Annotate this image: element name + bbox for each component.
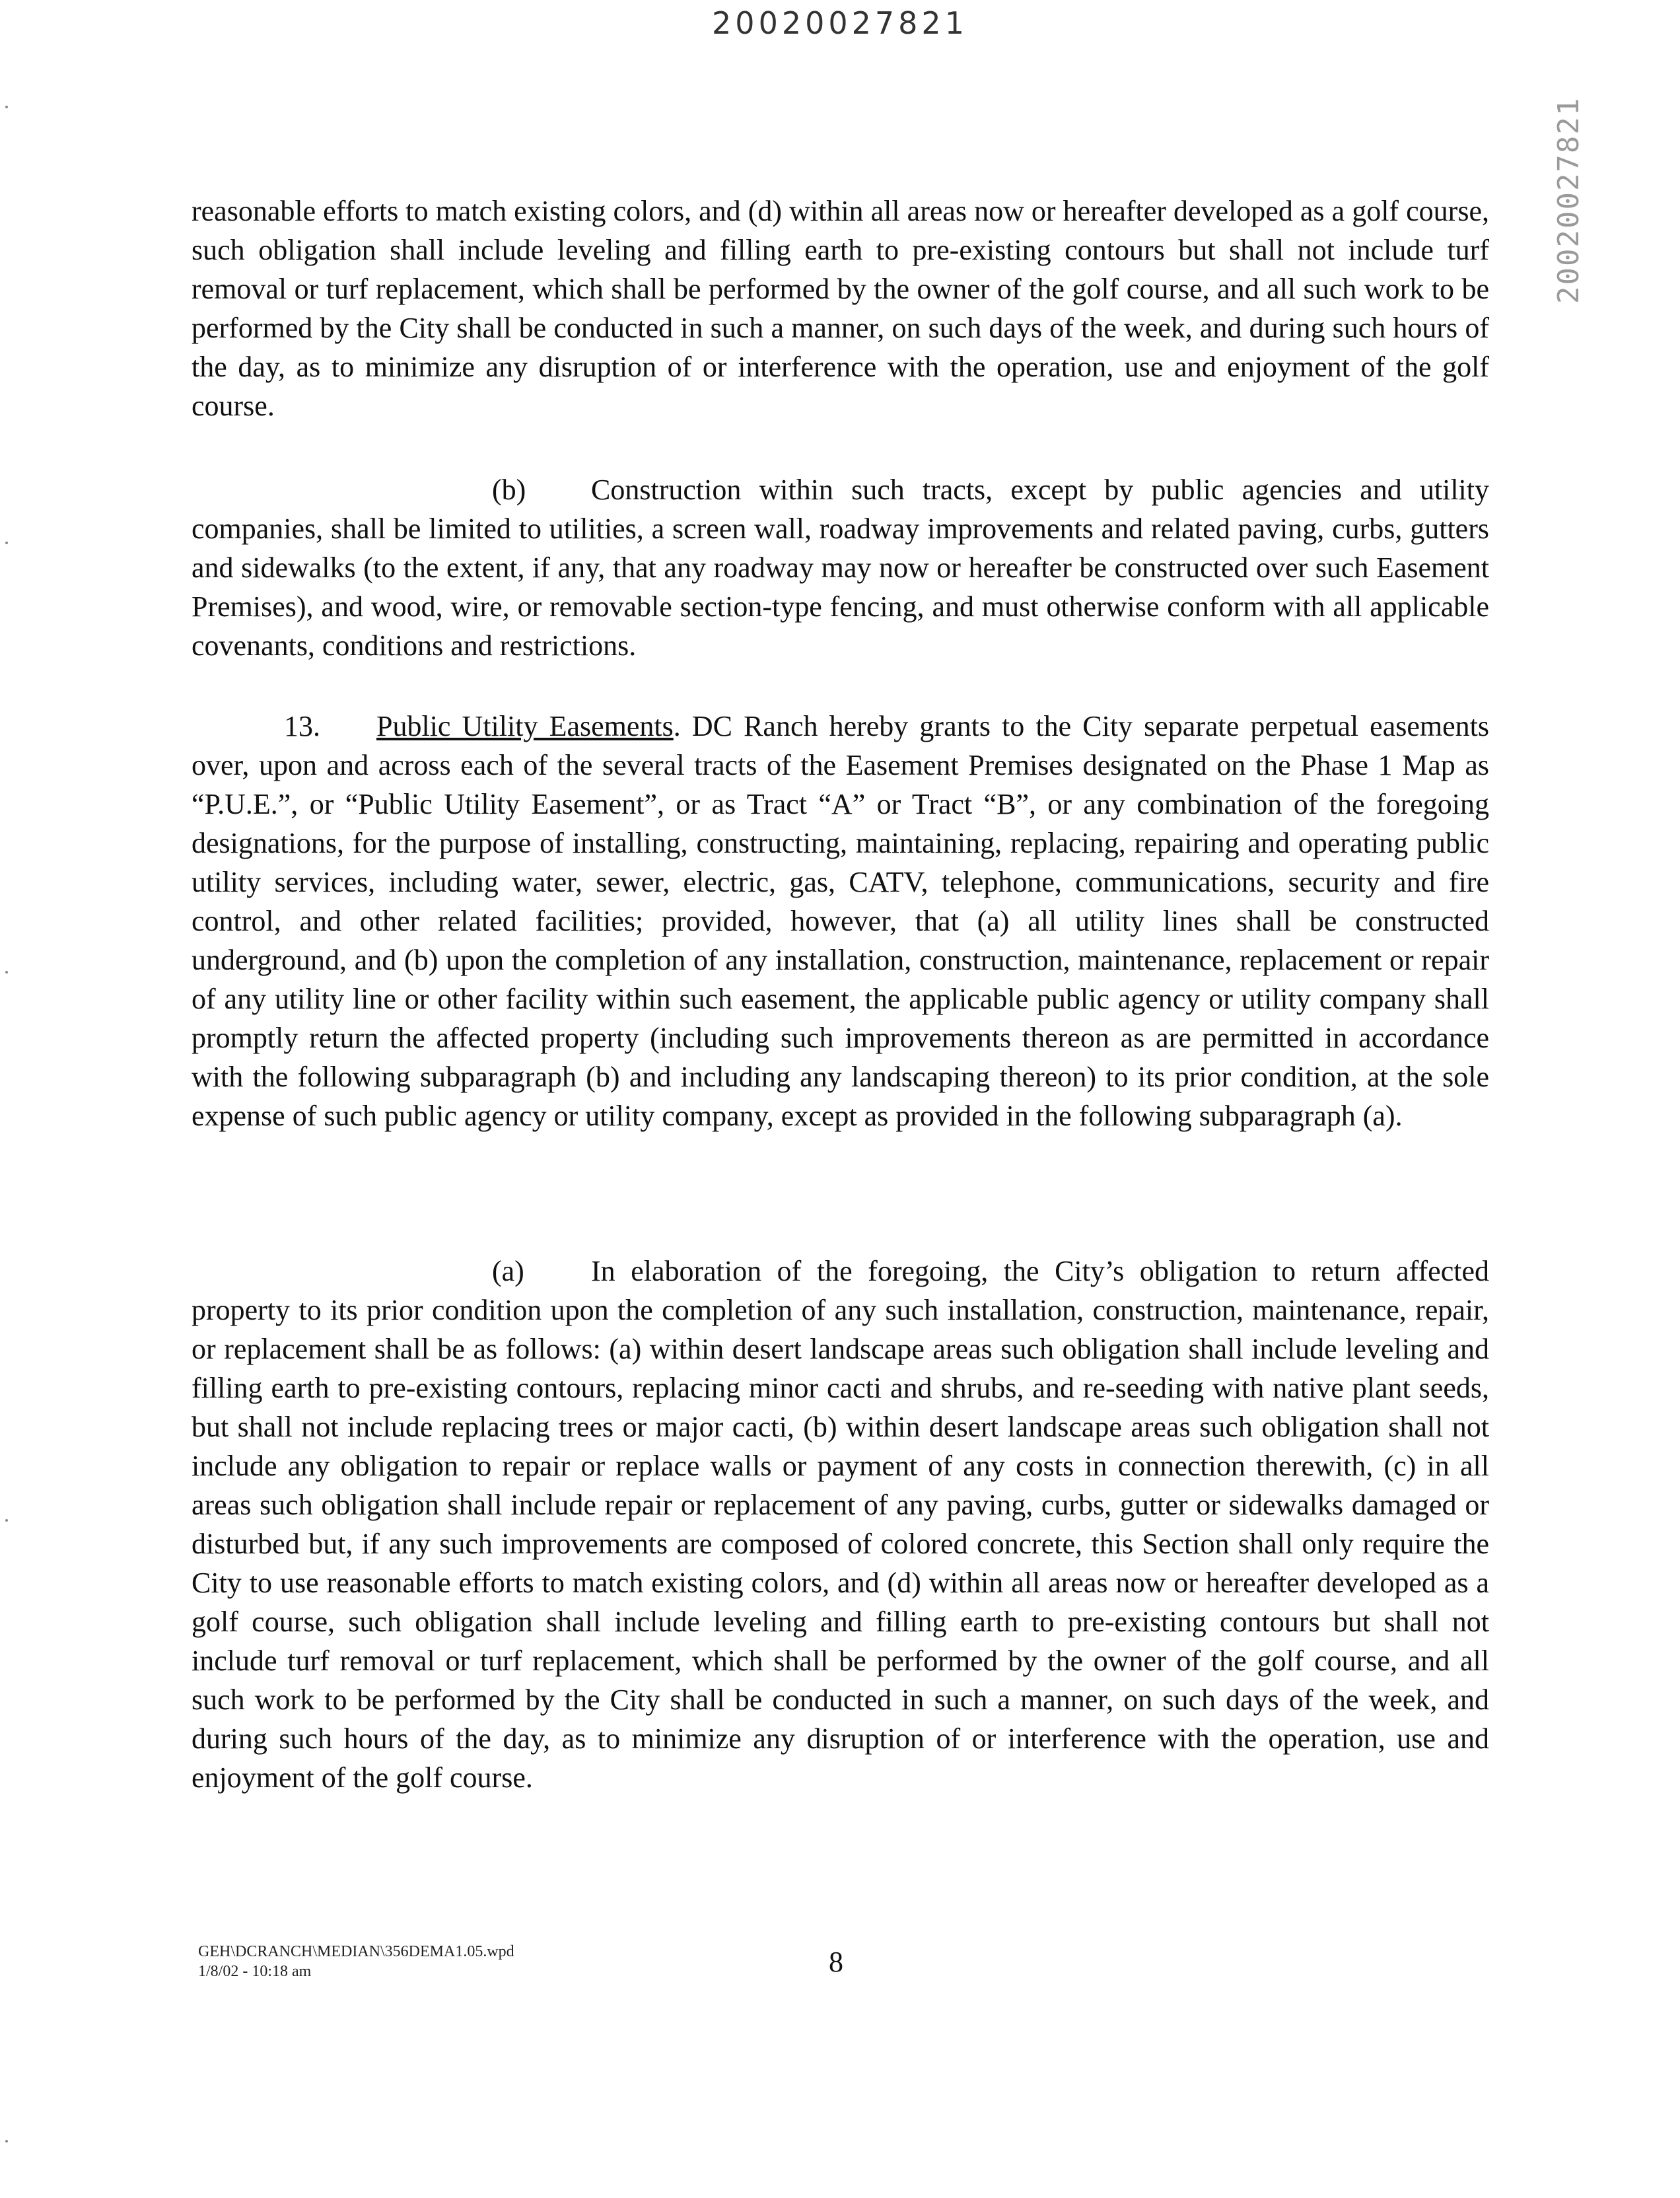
subsection-label: (b)	[492, 474, 526, 506]
footer-timestamp: 1/8/02 - 10:18 am	[198, 1963, 312, 1980]
paragraph-text: In elaboration of the foregoing, the City’s obligation to return affected property to its prior condition upon the completion of any such installation, construction, maintenance, repair, or replacement shall be as follows: (a) within desert landscape areas such obligation shall include leveling and filling earth to pre-existing contours, replacing minor cacti and shrubs, and re-seeding with native plant seeds, but shall not include replacing trees or major cacti, (b) within desert landscape areas such obligation shall not include any obligation to repair or replace walls or payment of any costs in connection therewith, (c) in all areas such obligation shall include repair or replacement of any paving, curbs, gutter or sidewalks damaged or disturbed but, if any such improvements are composed of colored concrete, this Section shall only require the City to use reasonable efforts to match existing colors, and (d) within all areas now or hereafter developed as a golf course, such obligation shall include leveling and filling earth to pre-existing contours but shall not include turf removal or turf replacement, which shall be performed by the owner of the golf course, and all such work to be performed by the City shall be conducted in such a manner, on such days of the week, and during such hours of the day, as to minimize any disruption of or interference with the operation, use and enjoyment of the golf course.	[192, 1255, 1489, 1794]
paragraph-subsection-b	[192, 470, 1489, 665]
paragraph-text: reasonable efforts to match existing colors, and (d) within all areas now or hereafter developed as a golf course, such obligation shall include leveling and filling earth to pre-existing contours but shall not include turf removal or turf replacement, which shall be performed by the owner of the golf course, and all such work to be performed by the City shall be conducted in such a manner, on such days of the week, and during such hours of the day, as to minimize any disruption of or interference with the operation, use and enjoyment of the golf course.	[192, 195, 1489, 422]
paragraph-text: Construction within such tracts, except by public agencies and utility companies, shall be limited to utilities, a screen wall, roadway improvements and related paving, curbs, gutters and sidewalks (to the extent, if any, that any roadway may now or hereafter be constructed over such Easement Premises), and wood, wire, or removable section-type fencing, and must otherwise conform with all applicable covenants, conditions and restrictions.	[192, 474, 1489, 662]
page-number: 8	[829, 1946, 843, 1978]
side-recording-stamp: 20020027821	[1552, 96, 1586, 304]
footer-file-info	[198, 1942, 514, 1981]
scan-margin-specks	[0, 0, 26, 2198]
footer-file-path: GEH\DCRANCH\MEDIAN\356DEMA1.05.wpd	[198, 1943, 514, 1960]
section-number: 13.	[284, 710, 320, 742]
paragraph-text: . DC Ranch hereby grants to the City separate perpetual easements over, upon and across each of the several tracts of the Easement Premises designated on the Phase 1 Map as “P.U.E.”, or “Public Utility Easement”, or as Tract “A” or Tract “B”, or any combination of the foregoing designations, for the purpose of installing, constructing, maintaining, replacing, repairing and operating public utility services, including water, sewer, electric, gas, CATV, telephone, communications, security and fire control, and other related facilities; provided, however, that (a) all utility lines shall be constructed underground, and (b) upon the completion of any installation, construction, maintenance, replacement or repair of any utility line or other facility within such easement, the applicable public agency or utility company shall promptly return the affected property (including such improvements thereon as are permitted in accordance with the following subparagraph (b) and including any landscaping thereon) to its prior condition, at the sole expense of such public agency or utility company, except as provided in the following subparagraph (a).	[192, 710, 1489, 1132]
document-number-header: 20020027821	[712, 5, 968, 41]
subsection-label: (a)	[492, 1255, 524, 1287]
section-title: Public Utility Easements	[376, 710, 674, 742]
paragraph-continuation	[192, 192, 1489, 425]
paragraph-section-13	[192, 707, 1489, 1135]
paragraph-subsection-a	[192, 1252, 1489, 1797]
